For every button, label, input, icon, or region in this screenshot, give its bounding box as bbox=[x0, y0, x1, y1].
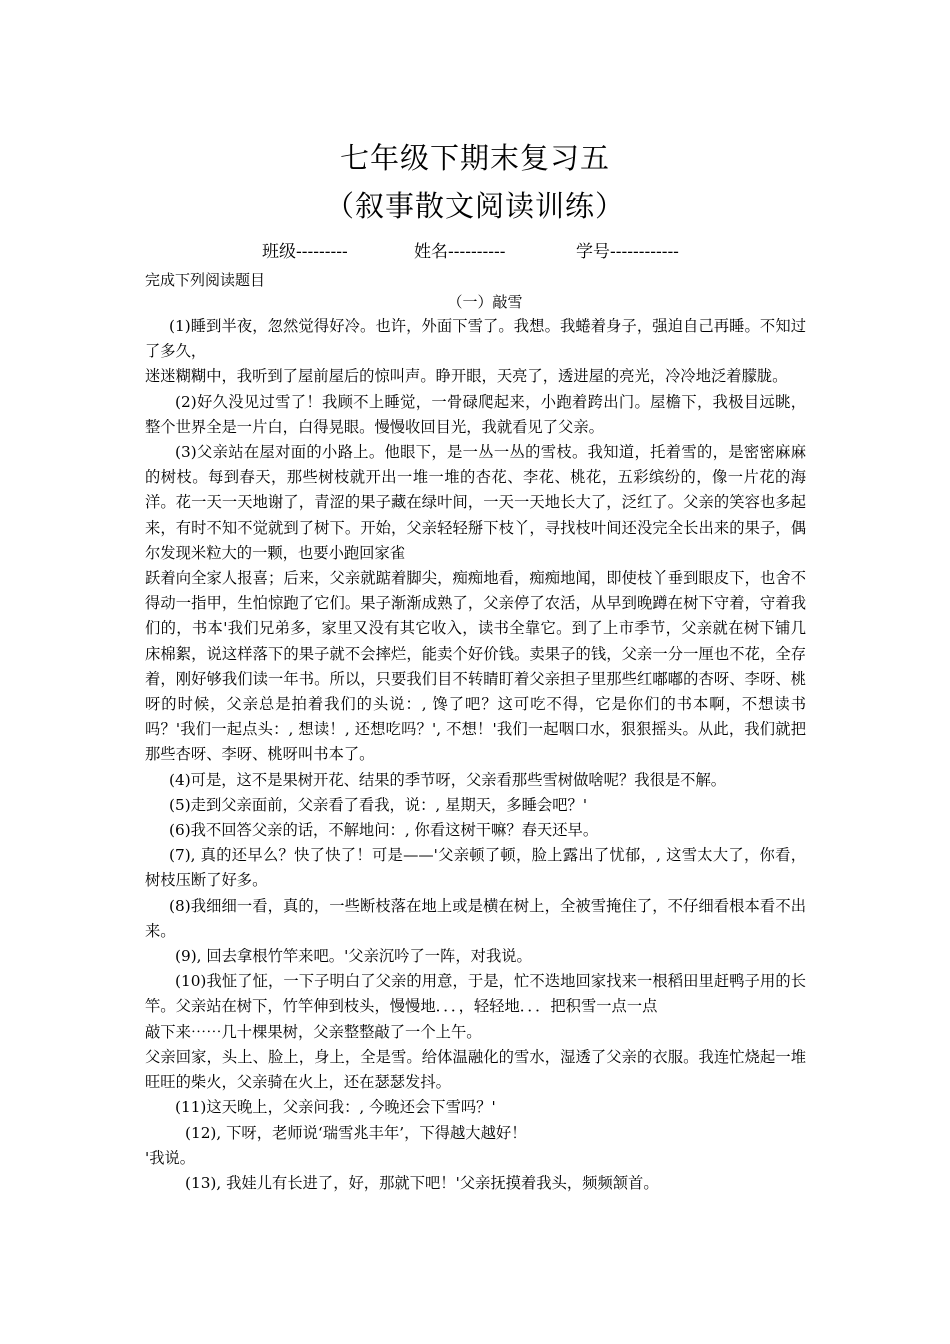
paragraph: (9), 回去拿根竹竿来吧。'父亲沉吟了一阵，对我说。 bbox=[175, 947, 532, 966]
student-info-line bbox=[0, 240, 950, 264]
paragraph: (7), 真的还早么？快了快了！可是——'父亲顿了顿，脸上露出了忧郁，, 这雪太大了，你看，树枝压断了好多。 bbox=[145, 846, 806, 890]
paragraph: (6)我不回答父亲的话，不解地问：, 你看这树干嘛？春天还早。 bbox=[169, 821, 599, 840]
paragraph: (11)这天晚上，父亲问我：, 今晚还会下雪吗？' bbox=[175, 1098, 496, 1117]
paragraph: (8)我细细一看，真的，一些断枝落在地上或是横在树上，全被雪掩住了，不仔细看根本看不出来。 bbox=[145, 896, 806, 940]
paragraph: 迷迷糊糊中，我听到了屋前屋后的惊叫声。睁开眼，天亮了，透进屋的亮光，冷冷地泛着朦胧。 bbox=[145, 367, 788, 386]
paragraph: (5)走到父亲面前，父亲看了看我，说：, 星期天，多睡会吧？' bbox=[169, 795, 588, 814]
paragraph: (4)可是，这不是果树开花、结果的季节呀，父亲看那些雪树做啥呢？我很是不解。 bbox=[169, 770, 727, 789]
paragraph: 父亲回家，头上、脸上，身上，全是雪。给体温融化的雪水，湿透了父亲的衣服。我连忙烧起一堆旺旺的柴火，父亲骑在火上，还在瑟瑟发抖。 bbox=[145, 1047, 806, 1092]
paragraph: (1)睡到半夜，忽然觉得好冷。也许，外面下雪了。我想。我蜷着身子，强迫自己再睡。不知过了多久， bbox=[145, 317, 806, 361]
paragraph: (13), 我娃儿有长进了，好，那就下吧！'父亲抚摸着我头，频频颔首。 bbox=[185, 1173, 659, 1192]
article-body bbox=[145, 314, 806, 1196]
paragraph: (2)好久没见过雪了！我顾不上睡觉，一骨碌爬起来，小跑着跨出门。屋檐下，我极目远眺，整个世界全是一片白，白得晃眼。慢慢收回目光，我就看见了父亲。 bbox=[145, 392, 806, 436]
section-title: （一）敲雪 bbox=[447, 293, 523, 311]
student-id-field: 学号------------ bbox=[576, 242, 679, 262]
document-title: 七年级下期末复习五 bbox=[339, 141, 610, 175]
paragraph: 敲下来⋯⋯几十棵果树，父亲整整敲了一个上午。 bbox=[145, 1022, 482, 1041]
paragraph: (10)我怔了怔，一下子明白了父亲的用意，于是，忙不迭地回家找来一根稻田里赶鸭子用的长竿。父亲站在树下，竹竿伸到枝头，慢慢地．．．，轻轻地．．．把积雪一点一点 bbox=[145, 972, 806, 1016]
name-field: 姓名---------- bbox=[414, 242, 506, 262]
paragraph: 跃着向全家人报喜；后来，父亲就踮着脚尖，痴痴地看，痴痴地闻，即使枝丫垂到眼皮下，也舍不得动一指甲，生怕惊跑了它们。果子渐渐成熟了，父亲停了农活，从早到晚蹲在树下守着，守着我们的，书本'我们兄弟多，家里又没有其它收入，读书全靠它。到了上市季节，父亲就在树下铺几床棉絮，说这样落下的果子就不会摔烂，能卖个好价钱。卖果子的钱，父亲一分一厘也不花，全存着，刚好够我们读一年书。所以，只要我们目不转睛盯着父亲担子里那些红嘟嘟的杏呀、李呀、桃呀的时候，父亲总是拍着我们的头说：, 馋了吧？这可吃不得，它是你们的书本啊，不想读书吗？'我们一起点头：, 想读！, 还想吃吗？', 不想！'我们一起咽口水，狠狠摇头。从此，我们就把那些杏呀、李呀、桃呀叫书本了。 bbox=[145, 569, 806, 764]
instruction-text: 完成下列阅读题目 bbox=[145, 271, 266, 289]
document-subtitle: （叙事散文阅读训练） bbox=[324, 189, 625, 223]
paragraph: (12), 下呀，老师说‘瑞雪兆丰年’，下得越大越好！ bbox=[185, 1123, 527, 1142]
paragraph: (3)父亲站在屋对面的小路上。他眼下，是一丛一丛的雪枝。我知道，托着雪的，是密密麻麻的树枝。每到春天，那些树枝就开出一堆一堆的杏花、李花、桃花，五彩缤纷的，像一片花的海洋。花一天一天地谢了，青涩的果子藏在绿叶间，一天一天地长大了，泛红了。父亲的笑容也多起来，有时不知不觉就到了树下。开始，父亲轻轻掰下枝丫，寻找枝叶间还没完全长出来的果子，偶尔发现米粒大的一颗，也要小跑回家雀 bbox=[145, 443, 806, 562]
class-field: 班级--------- bbox=[262, 242, 348, 262]
paragraph: '我说。 bbox=[145, 1148, 196, 1167]
